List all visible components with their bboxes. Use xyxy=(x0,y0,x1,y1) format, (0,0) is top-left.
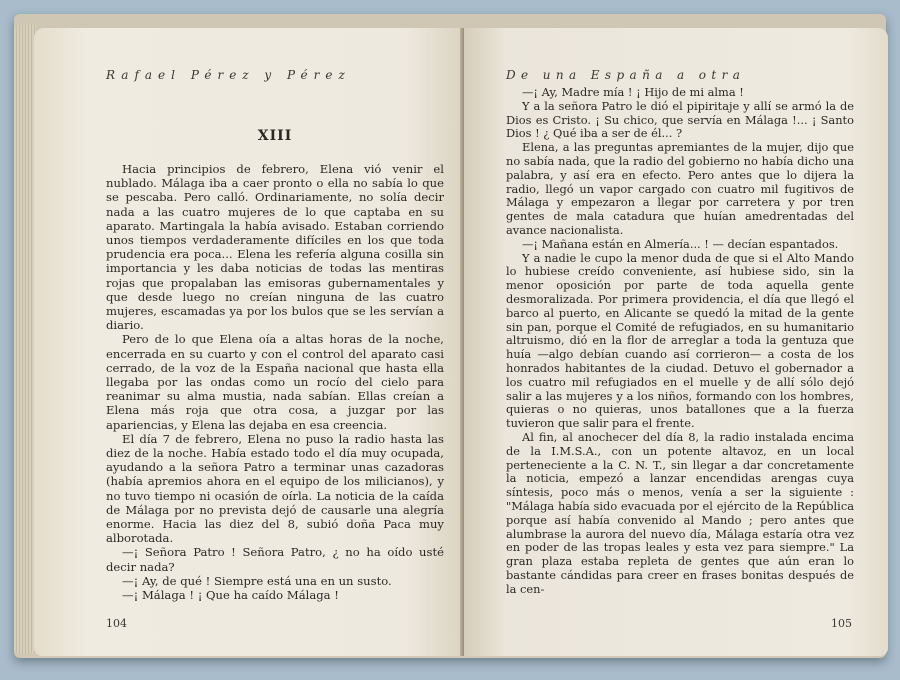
paragraph: Y a la señora Patro le dió el pipiritaje y allí se armó la de Dios es Cristo. ¡ Su chico, que servía en Málaga !... ¡ Santo Dios ! ¿ Qué iba a ser de él... ? xyxy=(506,98,854,141)
paragraph: Pero de lo que Elena oía a altas horas de la noche, encerrada en su cuarto y con el control del aparato casi cerrado, de la voz de la España nacional que hasta ella llegaba por las ondas como un rocío del cielo para reanimar su alma mustia, nada sabían. Ellas creían a Elena más roja que otra cosa, a juzgar por las apariencias, y Elena las dejaba en esa creencia. xyxy=(106,332,444,432)
running-header-author: Rafael Pérez y Pérez xyxy=(106,68,351,82)
page-number-right: 105 xyxy=(831,617,852,630)
paragraph: Al fin, al anochecer del día 8, la radio instalada encima de la I.M.S.A., con un potente altavoz, en un local perteneciente a la C. N. T., sin llegar a dar concretamente la noticia, empezó a lanzar encendidas arengas cuya síntesis, poco más o menos, venía a ser la siguiente : "Málaga había sido evacuada por el ejército de la República porque así había convenido al Mando ; pero antes que alumbrase la aurora del nuevo día, Málaga estaría otra vez en poder de las tropas leales y esta vez para siempre." La gran plaza estaba repleta de gentes que aún eran lo bastante cándidas para creer en frases bonitas después de la cen- xyxy=(506,429,854,596)
right-page xyxy=(464,28,888,656)
paragraph: El día 7 de febrero, Elena no puso la radio hasta las diez de la noche. Había estado todo el día muy ocupada, ayudando a la señora Patro a terminar unas cazadoras (había apremios ahora en el equipo de los milicianos), y no tuvo tiempo ni ocasión de oírla. La noticia de la caída de Málaga por no prevista dejó de causarle una alegría enorme. Hacia las diez del 8, subió doña Paca muy alborotada. xyxy=(106,431,444,546)
paragraph: Elena, a las preguntas apremiantes de la mujer, dijo que no sabía nada, que la radio del gobierno no había dicho una palabra, y así era en efecto. Pero antes que lo dijera la radio, llegó un vapor cargado con cuatro mil fugitivos de Málaga y empezaron a llegar por carretera y por tren gentes de mala catadura que huían amedrentadas del avance nacionalista. xyxy=(506,140,854,237)
paragraph: —¡ Ay, Madre mía ! ¡ Hijo de mi alma ! xyxy=(522,85,744,99)
open-book xyxy=(14,14,886,658)
paragraph: —¡ Málaga ! ¡ Que ha caído Málaga ! xyxy=(122,588,339,603)
page-number-left: 104 xyxy=(106,617,127,630)
chapter-number: XIII xyxy=(257,128,293,144)
running-header-title: De una España a otra xyxy=(506,68,746,82)
paragraph: —¡ Señora Patro ! Señora Patro, ¿ no ha oído usté decir nada? xyxy=(106,545,444,574)
left-page xyxy=(34,28,470,656)
paragraph: —¡ Ay, de qué ! Siempre está una en un susto. xyxy=(122,573,392,588)
page-block-edge xyxy=(14,24,36,654)
paragraph: —¡ Mañana están en Almería... ! — decían espantados. xyxy=(522,236,839,251)
paragraph: Y a nadie le cupo la menor duda de que si el Alto Mando lo hubiese creído conveniente, así hubiese sido, sin la menor oposición por parte de toda aquella gente desmoralizada. Por primera providencia, el día que llegó el barco al puerto, en Alicante se quedó la mitad de la gente sin pan, porque el Comité de refugiados, en su humanitario altruismo, dió en la flor de arreglar a toda la gentuza que huía —algo debían cuando así corrieron— a costa de los honrados habitantes de la ciudad. Detuvo el gobernador a los cuatro mil refugiados en el muelle y de allí sólo dejó salir a las mujeres y a los niños, formando con los hombres, quieras o no quieras, unos batallones que a la fuerza tuvieron que salir para el frente. xyxy=(506,250,854,431)
paragraph: Hacia principios de febrero, Elena vió venir el nublado. Málaga iba a caer pronto o ella no sabía lo que se pescaba. Pero calló. Ordinariamente, no solía decir nada a las cuatro mujeres de lo que captaba en su aparato. Martingala la había avisado. Estaban corriendo unos tiempos verdaderamente difíciles en los que toda prudencia era poca... Elena les refería alguna cosilla sin importancia y les daba noticias de todas las mentiras rojas que propalaban las emisoras gubernamentales y que desde luego no creían ninguna de las cuatro mujeres, escamadas ya por los bulos que se les servían a diario. xyxy=(106,162,444,333)
